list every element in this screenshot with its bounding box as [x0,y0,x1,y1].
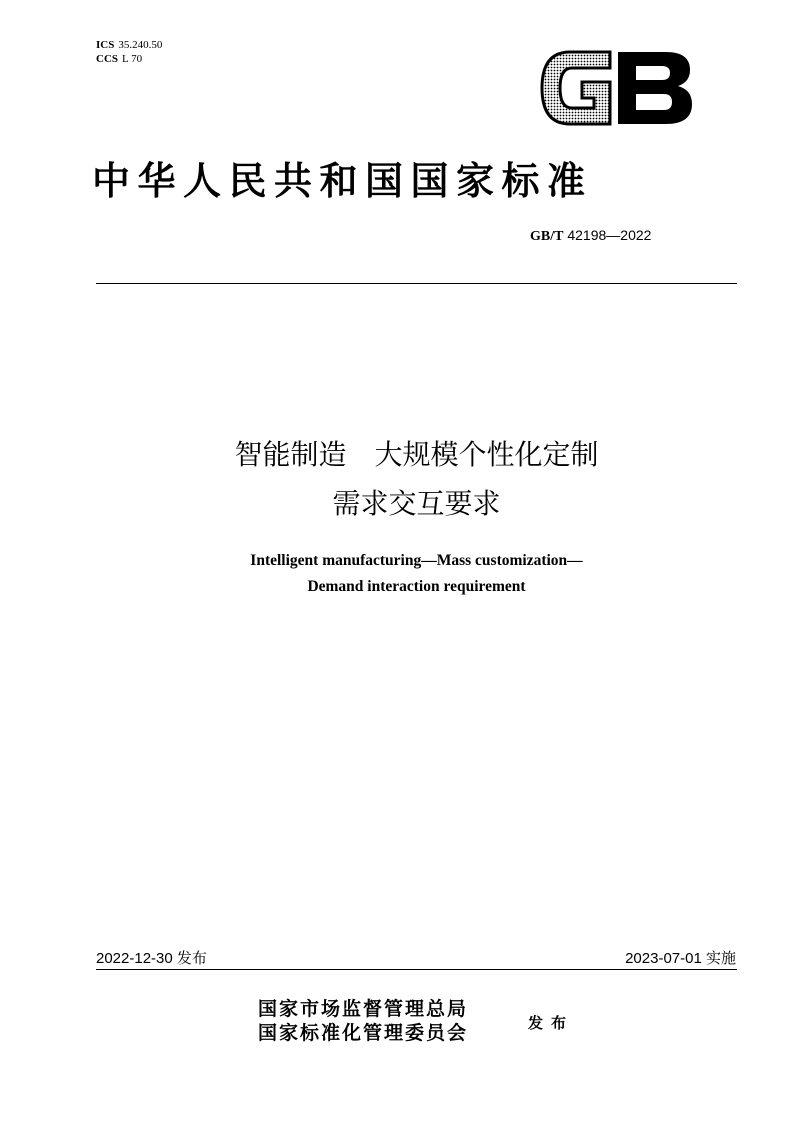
footer-divider [96,969,737,970]
gb-logo [538,48,696,128]
national-standard-title: 中华人民共和国国家标准 [92,158,593,203]
standard-number [530,227,651,245]
title-en-line1: Intelligent manufacturing—Mass customization— [250,552,583,569]
header-divider [96,283,737,284]
standard-code: 42198—2022 [567,227,652,243]
implement-date: 2023-07-01 实施 [625,950,736,967]
title-en-line2: Demand interaction requirement [307,578,526,595]
publisher-sac: 国家标准化管理委员会 [258,1022,469,1044]
title-zh-line1 [96,433,737,473]
title-zh-line2: 需求交互要求 [332,487,501,520]
title-zh-part1: 智能制造 [234,438,347,471]
publisher-samr: 国家市场监督管理总局 [258,998,469,1020]
ccs-label: CCS [96,53,119,65]
title-zh-part2: 大规模个性化定制 [374,438,599,471]
publish-date: 2022-12-30 发布 [96,950,207,967]
classification-codes [96,38,162,66]
ccs-code [96,52,162,66]
publishers [258,997,468,1045]
ics-label: ICS [96,39,115,51]
issue-label: 发布 [528,1014,575,1032]
ccs-value: L 70 [122,53,143,65]
standard-prefix: GB/T [530,229,564,244]
ics-value: 35.240.50 [118,39,163,51]
ics-code [96,38,162,52]
